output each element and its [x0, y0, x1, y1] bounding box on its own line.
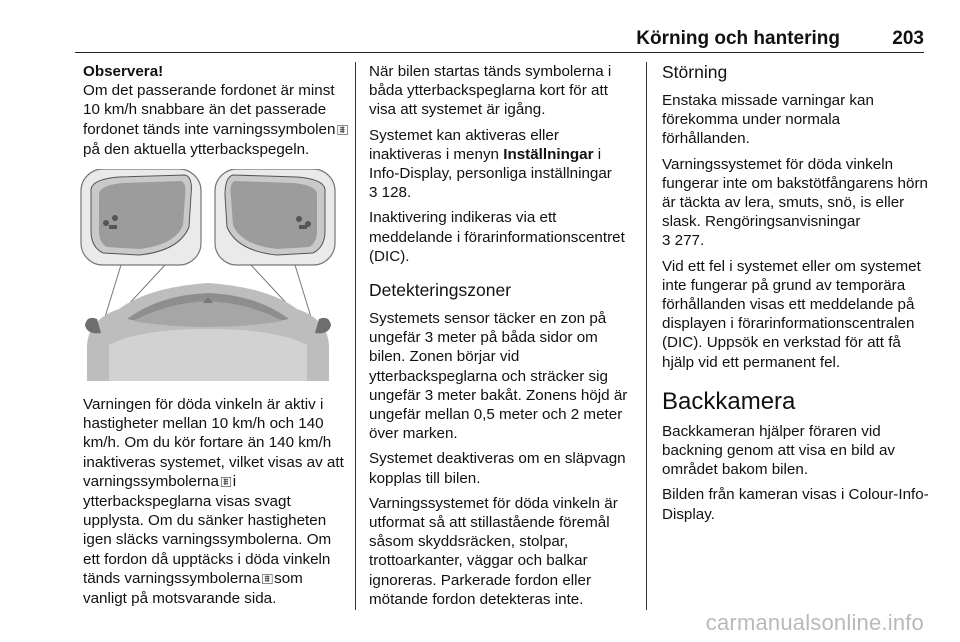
page-reference[interactable]: 3 277.	[662, 232, 705, 250]
zone-paragraph: Systemets sensor täcker en zon på ungefär 3 meter på båda sidor om bilen. Zonen börjar vid ytterbackspeglarna och sträcker sig ungefär 3 meter bakåt. Zonens höjd är ungefär mellan 0,5 meter och 2 meter över marken.	[369, 310, 628, 443]
system-fault-paragraph: Vid ett fel i systemet eller om systemet inte fungerar på grund av temporära förhållanden visas ett meddelande på displayen i förarinformationscentralen (DIC). Uppsök en verkstad för att få hjälp vid ett permanent fel.	[662, 257, 921, 371]
note-text-2: på den aktuella ytterbackspegeln.	[83, 140, 310, 158]
section-title: Körning och hantering	[636, 28, 840, 49]
blind-spot-warning-icon: ⩩⃞	[223, 476, 229, 488]
heading-fault: Störning	[662, 62, 728, 82]
column-divider-2	[646, 62, 647, 610]
blind-spot-warning-icon: ⩩⃞	[264, 573, 270, 585]
startup-paragraph: När bilen startas tänds symbolerna i båda ytterbackspeglarna kort för att visa att systemet är igång.	[369, 63, 612, 119]
settings-menu-term: Inställningar	[503, 145, 594, 163]
watermark: carmanualsonline.info	[705, 610, 924, 635]
activation-paragraph: Systemet kan aktiveras eller inaktiveras i menyn Inställningar i Info-Display, personliga inställningar 3 128.	[369, 126, 612, 202]
column-1	[83, 62, 345, 614]
display-paragraph: Bilden från kameran visas i Colour-Info-Display.	[662, 486, 929, 523]
note-text-1: Om det passerande fordonet är minst 10 km/h snabbare än det passerade fordonet tänds inte varningssymbolen	[83, 82, 336, 138]
blind-spot-warning-icon: ⩩⃞	[339, 124, 346, 136]
deactivation-paragraph: Inaktivering indikeras via ett meddelande i förarinformationscentret (DIC).	[369, 209, 625, 265]
page-reference[interactable]: 3 128.	[369, 184, 412, 202]
missed-warnings-paragraph: Enstaka missade varningar kan förekomma under normala förhållanden.	[662, 92, 874, 148]
dirt-paragraph: Varningssystemet för döda vinkeln fungerar inte om bakstötfångarens hörn är täckta av lera, smuts, snö, is eller slask. Rengöringsanvisningar 3 277.	[662, 155, 928, 250]
mirror-illustration	[79, 169, 337, 381]
ignored-objects-paragraph: Varningssystemet för döda vinkeln är utformat så att stillastående föremål såsom skyddsräcken, stolpar, trottoarkanter, väggar och balkar ignoreras. Parkerade fordon eller mötande fordon detekteras inte.	[369, 494, 618, 608]
column-divider-1	[355, 62, 356, 610]
camera-paragraph: Backkameran hjälper föraren vid backning genom att visa en bild av området bakom bilen.	[662, 422, 896, 479]
page-number: 203	[892, 28, 924, 49]
page-header	[75, 28, 924, 53]
speed-paragraph: Varningen för döda vinkeln är aktiv i hastigheter mellan 10 km/h och 140 km/h. Om du kör fortare än 140 km/h inaktiveras systemet, vilket visas av att varningssymbolerna ⩩⃞ i ytterbackspeglarna visas svagt upplysta. Om du sänker hastigheten igen släcks varningssymbolerna. Om ett fordon då upptäcks i döda vinkeln tänds varningssymbolerna ⩩⃞ som vanligt på motsvarande sida.	[83, 396, 344, 608]
column-2	[369, 62, 633, 615]
heading-rear-camera: Backkamera	[662, 387, 796, 415]
trailer-paragraph: Systemet deaktiveras om en släpvagn kopplas till bilen.	[369, 450, 626, 487]
note	[83, 62, 345, 159]
note-title: Observera!	[83, 63, 164, 80]
heading-detection-zones: Detekteringszoner	[369, 280, 512, 301]
column-3	[662, 62, 930, 530]
